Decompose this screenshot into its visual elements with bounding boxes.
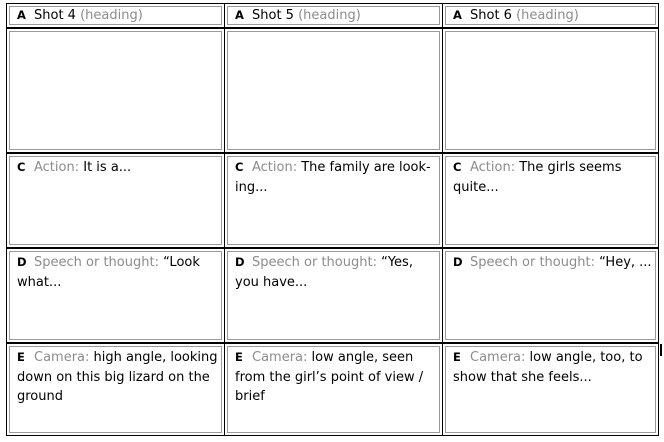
row-letter: A [235,8,244,22]
shot-title: Shot 5 [252,8,294,23]
row-letter: E [453,350,461,364]
heading-cell-shot-5[interactable] [224,3,443,28]
speech-cell-shot-5[interactable] [224,248,443,343]
action-cell-shot-5[interactable] [224,153,443,248]
heading-hint: (heading) [516,8,579,23]
action-label: Action: [470,160,516,175]
row-letter: D [235,255,245,269]
camera-text: high angle, looking down on this big lizard on the ground [17,350,218,404]
speech-text: “Look what... [17,255,200,290]
row-letter: D [453,255,463,269]
speech-text: “Hey, ... [599,255,652,270]
row-letter: D [17,255,27,269]
shot-title: Shot 4 [34,8,76,23]
heading-hint: (heading) [80,8,143,23]
speech-text: “Yes, you have... [235,255,413,290]
shot-title: Shot 6 [470,8,512,23]
camera-label: Camera: [252,350,308,365]
speech-label: Speech or thought: [34,255,159,270]
camera-cell-shot-6[interactable] [442,343,659,436]
row-letter: C [235,160,244,174]
camera-cell-shot-5[interactable] [224,343,443,436]
heading-cell-shot-6[interactable] [442,3,659,28]
action-label: Action: [34,160,80,175]
row-letter: C [453,160,462,174]
row-letter: A [17,8,26,22]
row-letter: C [17,160,26,174]
row-letter: E [17,350,25,364]
action-text: The girls seems quite... [453,160,622,195]
camera-label: Camera: [34,350,90,365]
speech-cell-shot-6[interactable] [442,248,659,343]
action-text: The family are look-ing... [235,160,431,195]
sketch-frame-shot-5[interactable] [224,28,443,153]
speech-label: Speech or thought: [252,255,377,270]
storyboard-table [6,3,659,436]
text-cursor [660,344,662,356]
action-text: It is a... [83,160,132,175]
speech-label: Speech or thought: [470,255,595,270]
speech-cell-shot-4[interactable] [6,248,225,343]
action-label: Action: [252,160,298,175]
camera-label: Camera: [470,350,526,365]
row-letter: E [235,350,243,364]
heading-hint: (heading) [298,8,361,23]
row-letter: A [453,8,462,22]
camera-text: low angle, seen from the girl’s point of view / brief [235,350,424,404]
heading-cell-shot-4[interactable] [6,3,225,28]
camera-text: low angle, too, to show that she feels... [453,350,643,385]
sketch-frame-shot-4[interactable] [6,28,225,153]
sketch-frame-shot-6[interactable] [442,28,659,153]
action-cell-shot-4[interactable] [6,153,225,248]
action-cell-shot-6[interactable] [442,153,659,248]
camera-cell-shot-4[interactable] [6,343,225,436]
